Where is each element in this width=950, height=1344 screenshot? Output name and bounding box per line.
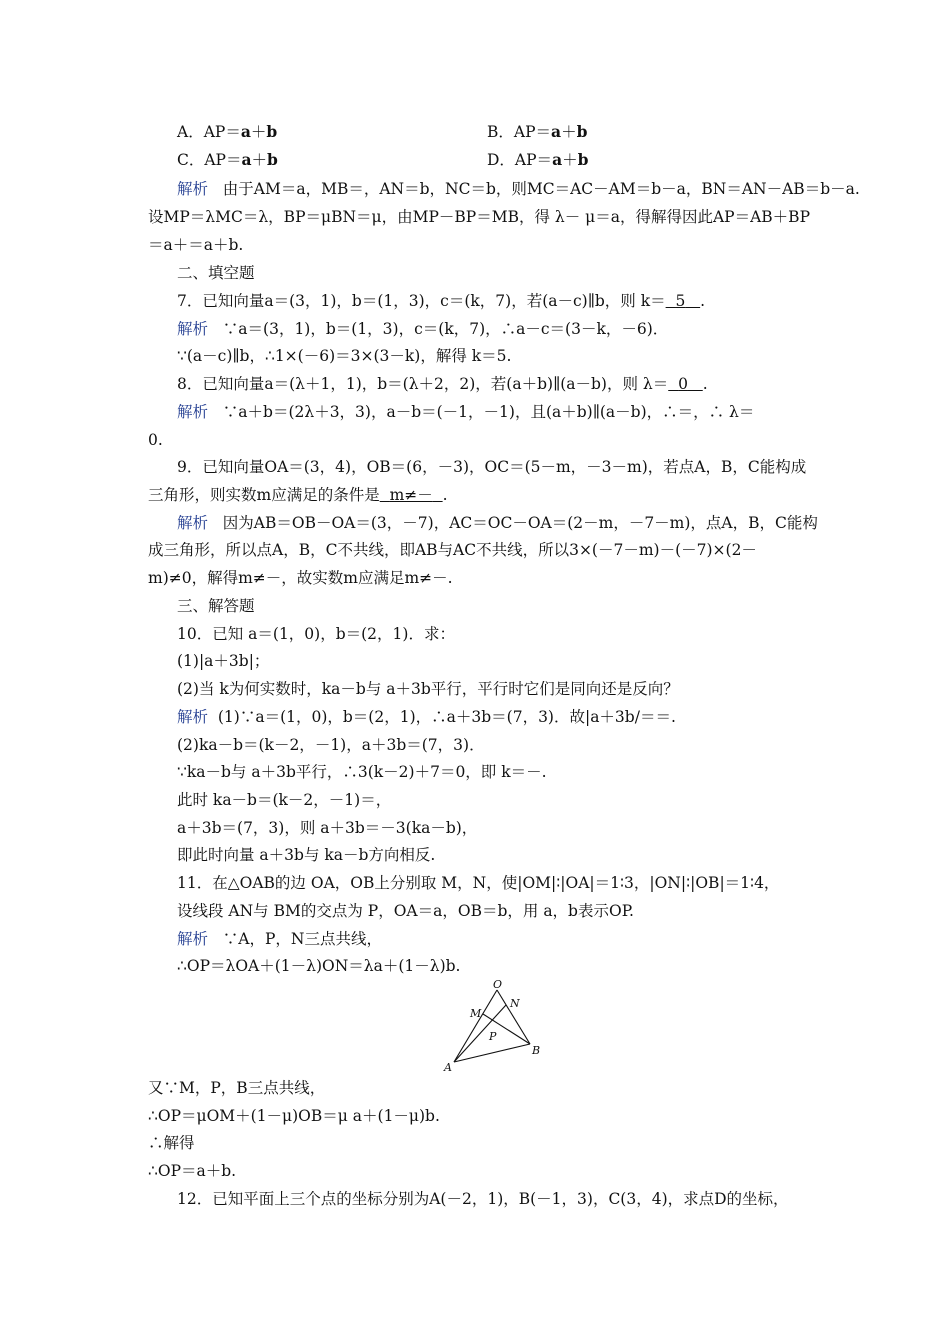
label-m: M <box>470 1007 482 1020</box>
solution-11-line-2: ∴OP＝λOA＋(1－λ)ON＝λa＋(1－λ)b. <box>177 957 461 975</box>
solution-text: ∵a＝(3，1)，b＝(1，3)，c＝(k，7)，∴a－c＝(3－k，－6)． <box>222 320 669 338</box>
choice-d-vec-b: b <box>577 150 589 169</box>
solution-10-line-5: a＋3b＝(7，3)，则 a＋3b＝－3(ka－b)， <box>177 819 478 837</box>
solution-6-line-1 <box>177 179 860 199</box>
choice-b-op: ＋ <box>561 123 577 141</box>
solution-11-line-6: ∴OP＝a＋b. <box>148 1162 237 1180</box>
solution-text: 由于AM＝a，MB＝，AN＝b，NC＝b，则MC＝AC－AM＝b－a，BN＝AN－AB＝b－a. <box>222 180 860 198</box>
solution-7-line-2: ∵(a－c)∥b，∴1×(－6)＝3×(3－k)，解得 k＝5. <box>177 347 512 365</box>
answer-value: 0 <box>678 375 688 393</box>
question-8-text: 8．已知向量a＝(λ＋1，1)，b＝(λ＋2，2)，若(a＋b)∥(a－b)，则 λ＝ <box>177 375 669 393</box>
choice-a-vec-a: a <box>240 122 251 141</box>
question-12: 12．已知平面上三个点的坐标分别为A(－2，1)，B(－1，3)，C(3，4)，求点D的坐标， <box>177 1190 789 1208</box>
choice-c-vec-b: b <box>267 150 278 169</box>
period: . <box>700 292 706 310</box>
jiexi-label: 解析 <box>177 708 209 726</box>
jiexi-label: 解析 <box>177 320 209 338</box>
label-p: P <box>489 1030 497 1043</box>
solution-text: 因为AB＝OB－OA＝(3，－7)，AC＝OC－OA＝(2－m，－7－m)，点A，B，C能构 <box>222 514 818 532</box>
period: . <box>442 486 448 504</box>
solution-10-line-2: (2)ka－b＝(k－2，－1)，a＋3b＝(7，3)． <box>177 736 485 754</box>
choice-d <box>487 150 950 170</box>
solution-10-line-4: 此时 ka－b＝(k－2，－1)＝， <box>177 791 392 809</box>
answer-value: m≠－ <box>389 486 433 504</box>
solution-10-line-6: 即此时向量 a＋3b与 ka－b方向相反. <box>177 846 436 864</box>
question-7-answer <box>666 292 701 310</box>
solution-11-line-5: ∴解得 <box>148 1134 195 1152</box>
solution-6-line-2: 设MP＝λMC＝λ，BP＝μBN＝μ，由MP－BP＝MB，得 λ－ μ＝a，得解得因此AP＝AB＋BP <box>148 208 810 226</box>
jiexi-label: 解析 <box>177 180 209 198</box>
solution-9-line-2: 成三角形，所以点A，B，C不共线，即AB与AC不共线，所以3×(－7－m)－(－7)×(2－ <box>148 541 757 559</box>
jiexi-label: 解析 <box>177 403 209 421</box>
solution-text: ∵A，P，N三点共线， <box>222 930 382 948</box>
label-o: O <box>493 978 503 991</box>
choice-b-vec-b: b <box>576 122 588 141</box>
question-11-line-2: 设线段 AN与 BM的交点为 P，OA＝a，OB＝b，用 a，b表示OP. <box>177 902 634 920</box>
question-9-text: 三角形，则实数m应满足的条件是 <box>148 486 380 504</box>
question-8-answer <box>668 375 703 393</box>
solution-8-line-2: 0. <box>148 431 163 449</box>
choice-c-vec-a: a <box>241 150 252 169</box>
choice-d-prefix: D．AP＝ <box>487 151 553 169</box>
question-10-part-2: (2)当 k为何实数时，ka－b与 a＋3b平行，平行时它们是同向还是反向？ <box>177 680 679 698</box>
solution-7-line-1 <box>177 319 837 339</box>
label-b: B <box>532 1044 541 1057</box>
choice-b-vec-a: a <box>551 122 562 141</box>
jiexi-label: 解析 <box>177 930 209 948</box>
question-10-part-1: (1)|a＋3b|； <box>177 652 270 670</box>
triangle-diagram <box>440 978 550 1074</box>
solution-10-line-1 <box>177 707 837 727</box>
question-9-line-1: 9．已知向量OA＝(3，4)，OB＝(6，－3)，OC＝(5－m，－3－m)，若点A，B，C能构成 <box>177 458 807 476</box>
solution-text: (1)∵a＝(1，0)，b＝(2，1)，∴a＋3b＝(7，3)．故|a＋3b/＝＝. <box>217 708 676 726</box>
choice-b <box>487 122 950 142</box>
choice-c-op: ＋ <box>251 151 268 169</box>
solution-11-line-3: 又∵M，P，B三点共线， <box>148 1079 326 1097</box>
question-7-text: 7．已知向量a＝(3，1)，b＝(1，3)，c＝(k，7)，若(a－c)∥b，则 k＝ <box>177 292 666 310</box>
edge-oa <box>454 990 497 1062</box>
section-fill-in: 二、填空题 <box>177 264 255 282</box>
choice-d-vec-a: a <box>552 150 563 169</box>
solution-11-line-1 <box>177 929 837 949</box>
triangle-figure <box>440 978 550 1074</box>
jiexi-label: 解析 <box>177 514 209 532</box>
period: . <box>702 375 708 393</box>
choice-d-op: ＋ <box>562 151 578 169</box>
choice-a-op: ＋ <box>250 123 267 141</box>
question-9-line-2 <box>148 485 808 505</box>
solution-9-line-3: m)≠0，解得m≠－，故实数m应满足m≠－. <box>148 569 453 587</box>
question-8 <box>177 374 837 394</box>
solution-text: ∵a＋b＝(2λ＋3，3)，a－b＝(－1，－1)，且(a＋b)∥(a－b)，∴＝，∴ λ＝ <box>222 403 755 421</box>
choice-a-prefix: A．AP＝ <box>177 123 241 141</box>
edge-ab <box>454 1044 530 1062</box>
solution-10-line-3: ∵ka－b与 a＋3b平行，∴3(k－2)＋7＝0，即 k＝－. <box>177 763 547 781</box>
choice-c-prefix: C．AP＝ <box>177 151 242 169</box>
section-answer: 三、解答题 <box>177 597 255 615</box>
solution-9-line-1 <box>177 513 837 533</box>
solution-11-line-4: ∴OP＝μOM＋(1－μ)OB＝μ a＋(1－μ)b. <box>148 1107 440 1125</box>
answer-value: 5 <box>675 292 686 310</box>
solution-6-line-3: ＝a＋＝a＋b. <box>148 236 244 254</box>
question-7 <box>177 291 837 311</box>
question-11-line-1: 11．在△OAB的边 OA，OB上分别取 M，N，使|OM|∶|OA|＝1∶3，|ON|∶|OB|＝1∶4， <box>177 874 780 892</box>
choice-a-vec-b: b <box>266 122 278 141</box>
label-n: N <box>510 997 520 1010</box>
solution-8-line-1 <box>177 402 837 422</box>
question-9-answer <box>380 486 443 504</box>
label-a: A <box>444 1061 452 1074</box>
choice-b-prefix: B．AP＝ <box>487 123 552 141</box>
question-10: 10．已知 a＝(1，0)，b＝(2，1)．求： <box>177 625 455 643</box>
